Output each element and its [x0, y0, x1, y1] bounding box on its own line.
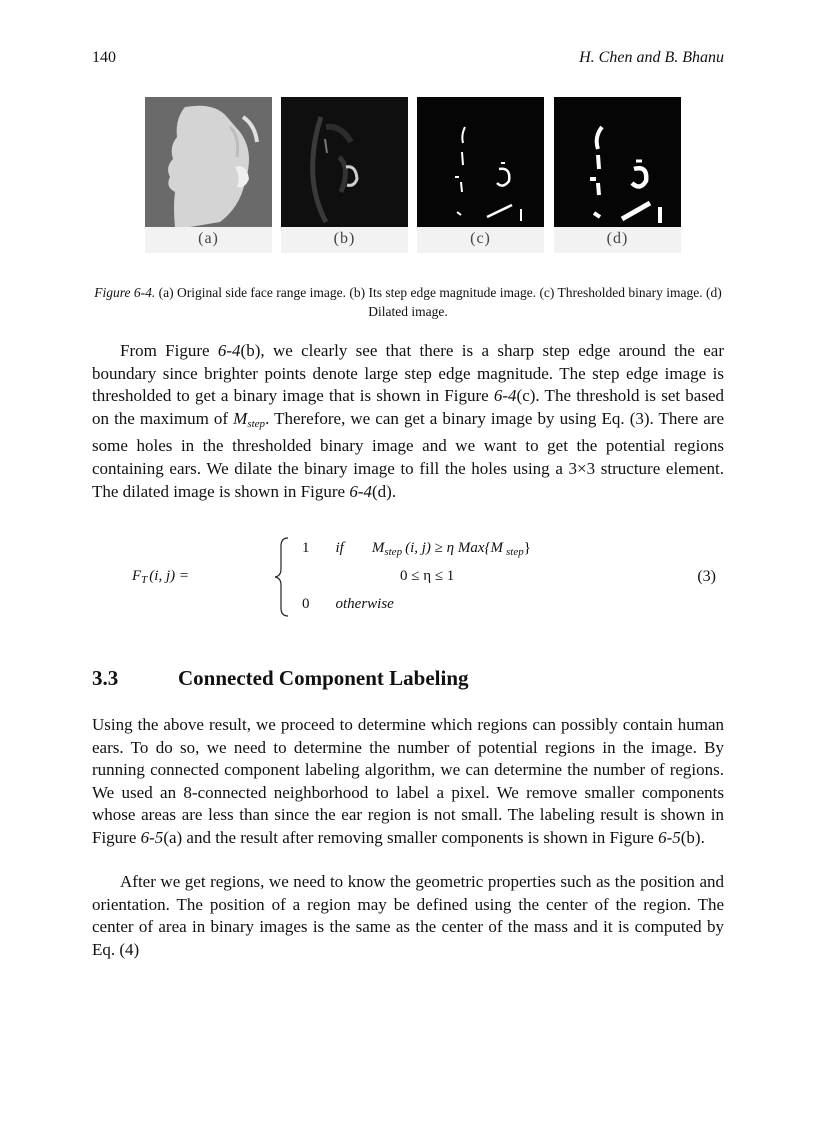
section-title: Connected Component Labeling — [178, 666, 469, 690]
panel-label-d: (d) — [606, 230, 629, 247]
math-args: (i, j) = — [149, 568, 189, 584]
figure-panel-a — [145, 97, 272, 253]
figure-reference: 6-4 — [349, 481, 372, 501]
figure-reference: 6-5 — [658, 827, 681, 847]
equation-case-2 — [317, 568, 454, 585]
case-keyword: if — [335, 540, 344, 556]
equation-case-1 — [302, 540, 531, 558]
equation-3 — [92, 536, 724, 618]
edge-magnitude-image-b — [281, 97, 408, 227]
paragraph-geometric-properties: After we get regions, we need to know the geometric properties such as the position and orientation. The position of a region may be defined using the center of the region. The center of area in binary images is the same as the center of the mass and it is computed by Eq. (4) — [92, 872, 724, 959]
thresholded-image-c — [417, 97, 544, 227]
case-value: 1 — [302, 540, 310, 556]
equation-number: (3) — [697, 568, 716, 585]
figure-caption-label: Figure 6-4. — [94, 285, 156, 300]
figure-reference: 6-4 — [493, 386, 517, 406]
text-run: From Figure — [120, 341, 218, 360]
text-run: . Therefore, we can get a binary image by using Eq. (3). There are some holes in the thresholded binary image and we want to get the potential regions containing ears. We dilate the binary image to fill the holes using a 3×3 structure element. The dilated image is shown in Figure — [92, 408, 724, 501]
figure-6-4-panels — [145, 97, 681, 253]
math-subscript: T — [141, 574, 148, 586]
text-run: (d). — [372, 481, 397, 501]
text-run: (a) and the result after removing smaller components is shown in Figure — [163, 827, 659, 847]
equation-case-3 — [302, 596, 394, 613]
math-variable: F — [132, 568, 142, 584]
section-heading — [92, 666, 724, 691]
panel-label-b: (b) — [333, 230, 356, 247]
math-variable: M — [371, 540, 385, 556]
paragraph-connected-components — [92, 714, 724, 850]
running-head-authors: H. Chen and B. Bhanu — [579, 49, 724, 66]
page-number: 140 — [92, 49, 116, 66]
case-keyword: otherwise — [335, 596, 394, 612]
figure-reference: 6-4 — [217, 341, 241, 360]
case-condition: (i, j) ≥ η Max{M — [405, 540, 503, 556]
panel-label-a: (a) — [198, 230, 219, 247]
figure-caption — [92, 283, 724, 321]
figure-panel-d — [554, 97, 681, 253]
section-number: 3.3 — [92, 666, 119, 690]
figure-reference: 6-5 — [140, 827, 164, 847]
case-value: 0 — [302, 596, 310, 612]
text-run: (b), we clearly see that there is a sharp step edge around the ear boundary since brighter points denote large step edge magnitude. The step edge image is thresholded to get a binary image that is shown in Figure — [92, 341, 724, 406]
paragraph-figure-discussion — [92, 340, 724, 503]
panel-label-c: (c) — [470, 230, 491, 247]
page-header — [92, 49, 724, 69]
text-run: Using the above result, we proceed to determine which regions can possibly contain human ears. To do so, we need to determine the number of potential regions in the image. By running connected component labeling algorithm, we can determine the number of regions. We used an 8-connected neighborhood to label a pixel. We remove smaller components whose areas are less than since the ear region is not small. The labeling result is shown in Figure — [92, 715, 724, 847]
dilated-image-d — [554, 97, 681, 227]
figure-panel-b — [281, 97, 408, 253]
math-subscript: step — [247, 417, 266, 430]
left-brace-symbol — [272, 536, 292, 618]
figure-caption-text: (a) Original side face range image. (b) Its step edge magnitude image. (c) Thresholded binary image. (d) Dilated image. — [155, 285, 722, 319]
case-constraint: 0 ≤ η ≤ 1 — [400, 568, 455, 584]
text-run: (b). — [680, 827, 705, 847]
text-run: (c). The threshold is set based on the maximum of — [92, 386, 724, 428]
math-brace: } — [523, 540, 531, 556]
math-variable: M — [233, 408, 248, 428]
range-image-a — [145, 97, 272, 227]
equation-lhs — [132, 568, 189, 586]
math-subscript: step — [505, 546, 524, 558]
figure-panel-c — [417, 97, 544, 253]
math-subscript: step — [384, 546, 403, 558]
